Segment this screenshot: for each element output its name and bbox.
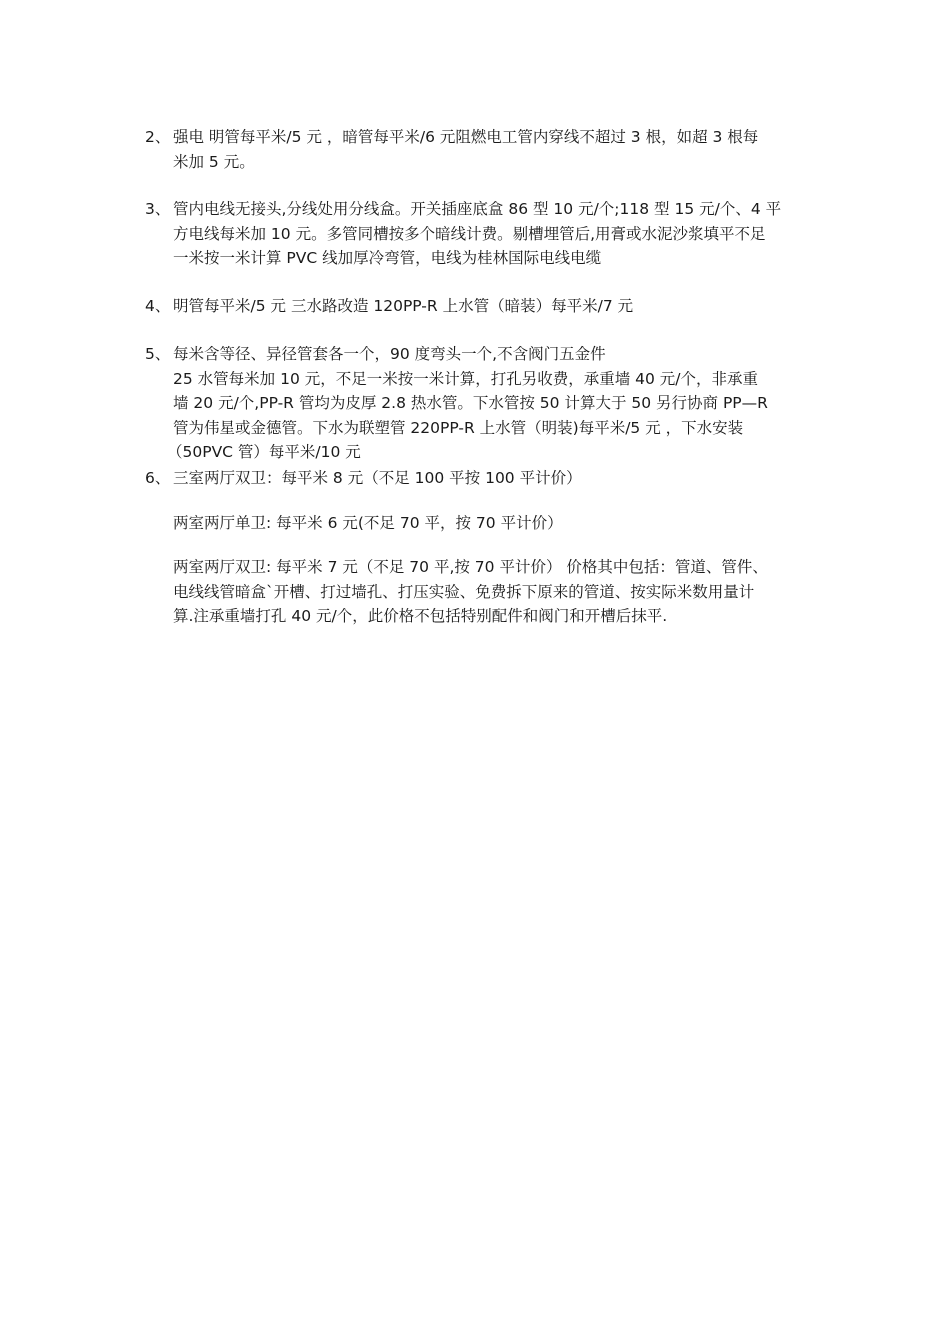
- list-item-5: [145, 342, 810, 465]
- text-line: 管为伟星或金德管。下水为联塑管 220PP-R 上水管（明装)每平米/5 元 ，下水安装: [173, 418, 744, 437]
- item-number: 4、: [145, 297, 171, 315]
- text-line: 明管每平米/5 元 三水路改造 120PP-R 上水管（暗装）每平米/7 元: [173, 297, 634, 315]
- item-body: [173, 197, 810, 271]
- text-line: 每米含等径、异径管套各一个，90 度弯头一个,不含阀门五金件: [173, 345, 606, 363]
- text-line: 管内电线无接头,分线处用分线盒。开关插座底盒 86 型 10 元/个;118 型 15 元/个、4 平: [173, 200, 782, 218]
- text-line: 一米按一米计算 PVC 线加厚冷弯管，电线为桂林国际电线电缆: [173, 249, 602, 267]
- text-line: 三室两厅双卫：每平米 8 元（不足 100 平按 100 平计价）: [173, 469, 582, 487]
- text-line: 两室两厅双卫: 每平米 7 元（不足 70 平,按 70 平计价） 价格其中包括：管道、管件、: [173, 558, 768, 576]
- text-line: 方电线每米加 10 元。多管同槽按多个暗线计费。剔槽埋管后,用膏或水泥沙浆填平不足: [173, 224, 766, 243]
- item-number: 2、: [145, 128, 171, 146]
- list-item-2: [145, 125, 810, 174]
- list-item-6: [145, 466, 810, 629]
- text-line: 米加 5 元。: [173, 152, 255, 171]
- text-line: 墙 20 元/个,PP-R 管均为皮厚 2.8 热水管。下水管按 50 计算大于 50 另行协商 PP—R: [173, 394, 768, 412]
- text-line: 25 水管每米加 10 元，不足一米按一米计算，打孔另收费，承重墙 40 元/个，非承重: [173, 369, 759, 388]
- paragraph: [173, 511, 810, 536]
- item-number: 3、: [145, 200, 171, 218]
- paragraph: [173, 466, 810, 491]
- item-body: [173, 294, 810, 319]
- list-item-4: [145, 294, 810, 319]
- item-body: [167, 342, 810, 465]
- text-line: 算.注承重墙打孔 40 元/个，此价格不包括特别配件和阀门和开槽后抹平.: [173, 607, 668, 625]
- item-body: [173, 466, 810, 629]
- list-item-3: [145, 197, 810, 271]
- text-line: 电线线管暗盒`开槽、打过墙孔、打压实验、免费拆下原来的管道、按实际米数用量计: [173, 582, 755, 601]
- item-body: [173, 125, 810, 174]
- item-number: 5、: [145, 345, 171, 363]
- item-number: 6、: [145, 469, 171, 487]
- paragraph: [173, 555, 810, 629]
- text-line: 两室两厅单卫: 每平米 6 元(不足 70 平，按 70 平计价）: [173, 513, 563, 532]
- text-line: 强电 明管每平米/5 元 ，暗管每平米/6 元阻燃电工管内穿线不超过 3 根，如超 3 根每: [173, 128, 759, 146]
- text-line: （50PVC 管）每平米/10 元: [167, 443, 361, 461]
